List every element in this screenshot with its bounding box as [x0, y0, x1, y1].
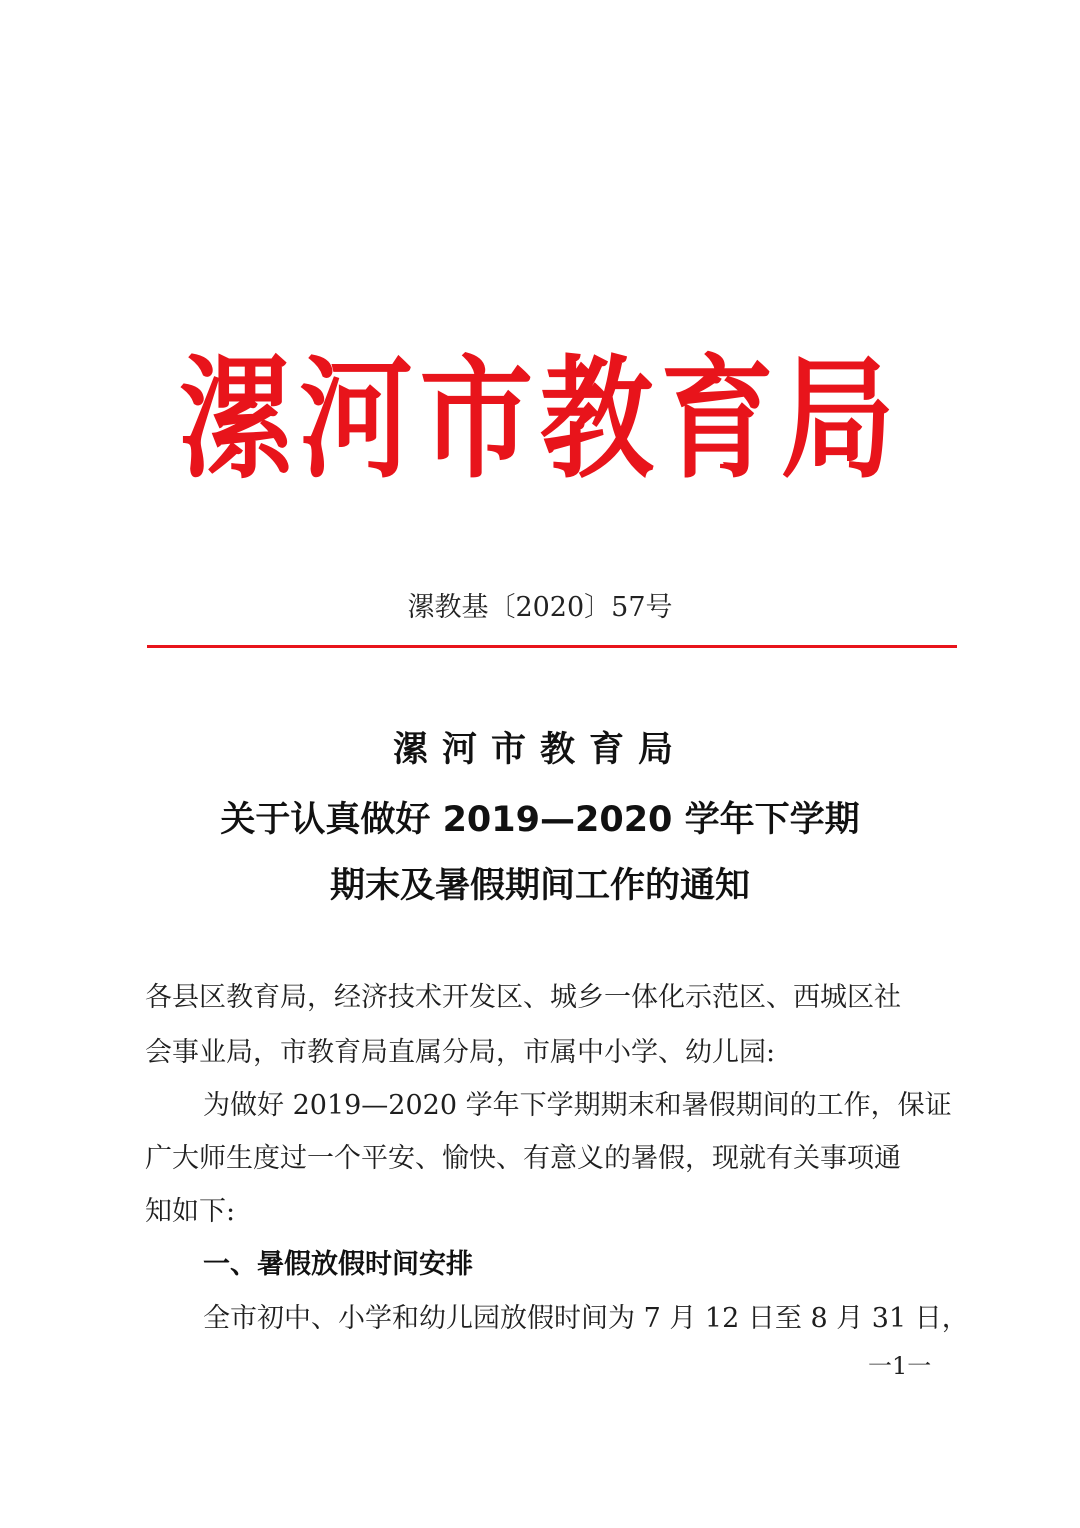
title-line-3: 期末及暑假期间工作的通知 — [329, 866, 750, 906]
title-line-1: 漯河市教育局 — [392, 730, 687, 770]
body-paragraph-line-2: 广大师生度过一个平安、愉快、有意义的暑假，现就有关事项通 — [145, 1143, 901, 1174]
section-1-heading: 一、暑假放假时间安排 — [203, 1249, 473, 1280]
body-recipients-line-1: 各县区教育局，经济技术开发区、城乡一体化示范区、西城区社 — [145, 982, 901, 1013]
body-paragraph-line-3: 知如下: — [145, 1196, 236, 1227]
section-1-line-1: 全市初中、小学和幼儿园放假时间为 7 月 12 日至 8 月 31 日， — [203, 1303, 969, 1334]
page-number: 一1一 — [868, 1352, 932, 1380]
document-number: 漯教基〔2020〕57号 — [407, 592, 673, 623]
body-recipients-line-2: 会事业局，市教育局直属分局，市属中小学、幼儿园: — [145, 1037, 776, 1068]
body-paragraph-line-1: 为做好 2019—2020 学年下学期期末和暑假期间的工作，保证 — [203, 1090, 952, 1121]
title-line-2: 关于认真做好 2019—2020 学年下学期 — [220, 800, 860, 840]
red-divider-line — [147, 645, 957, 648]
letterhead-issuer: 漯河市教育局 — [178, 342, 902, 497]
